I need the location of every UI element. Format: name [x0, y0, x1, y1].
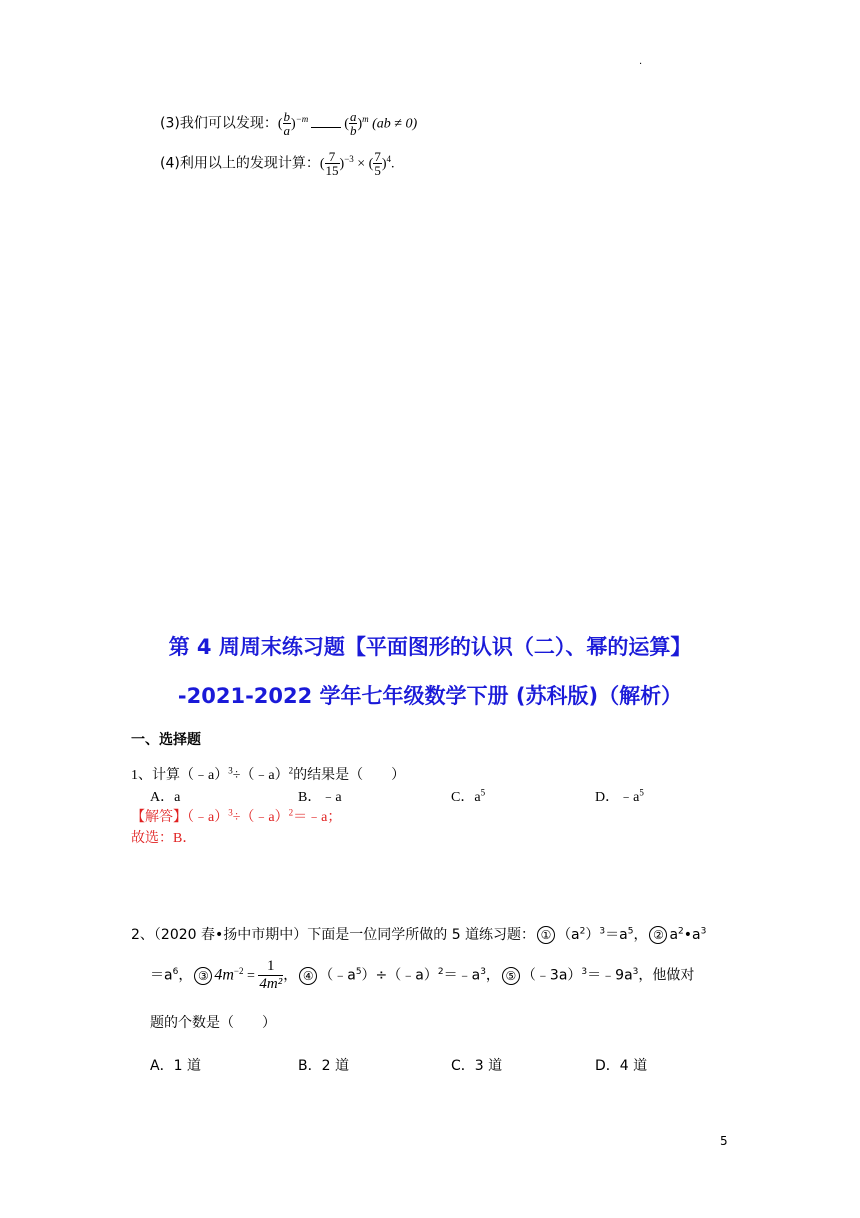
paren: (	[368, 156, 374, 172]
section-heading: 一、选择题	[131, 732, 201, 748]
p1-answer	[131, 806, 341, 826]
exponent: −2	[233, 965, 244, 976]
exponent: 3	[599, 926, 606, 937]
exponent: 5	[639, 787, 644, 798]
expr: 4m	[214, 966, 234, 984]
paren: (	[319, 156, 325, 172]
exponent: −m	[295, 113, 309, 124]
page-title-line-2: -2021-2022 学年七年级数学下册 (苏科版)（解析）	[177, 684, 683, 708]
p2-option-b[interactable]: B．2 道	[298, 1058, 349, 1074]
exponent: 5	[480, 787, 486, 798]
p2-option-a[interactable]: A．1 道	[150, 1058, 201, 1074]
exponent: 3	[581, 966, 588, 977]
p1-option-c[interactable]	[451, 786, 485, 806]
expr: •a	[683, 927, 701, 943]
expr: （﹣a	[319, 967, 356, 984]
option-text: C．a	[451, 790, 481, 805]
exponent: −3	[344, 153, 354, 164]
exponent: 4	[386, 153, 392, 164]
exponent: 2	[288, 765, 294, 776]
exponent: m	[362, 113, 369, 124]
p2-option-c[interactable]: C．3 道	[451, 1058, 503, 1074]
option-text: D．﹣a	[595, 790, 640, 805]
denominator: 5	[374, 163, 381, 178]
expr: ，	[178, 967, 193, 984]
expr: ，	[485, 967, 500, 984]
problem-2-line-1	[131, 924, 706, 944]
paren: (	[344, 116, 349, 132]
expr: ＝a	[150, 967, 173, 984]
problem-1-question	[131, 764, 405, 784]
fraction-7-over-5	[373, 150, 382, 177]
paren: )	[357, 116, 363, 132]
paren: )	[291, 116, 296, 132]
circled-number: ④	[299, 967, 317, 985]
p1-option-a[interactable]: A．a	[150, 790, 181, 805]
answer-text: ＝﹣a；	[293, 810, 342, 825]
fraction-b-over-a	[283, 110, 292, 137]
paren: )	[339, 156, 345, 172]
q2-text: 2、（2020 春•扬中市期中）下面是一位同学所做的 5 道练习题：	[131, 927, 536, 943]
numerator: b	[283, 109, 291, 124]
answer-text: 【解答】（﹣a）	[131, 810, 229, 825]
times-sign: ×	[353, 156, 369, 172]
expr: ＝﹣9a	[587, 967, 633, 984]
expr: ，他做对	[638, 967, 695, 984]
exponent: 3	[480, 966, 486, 977]
problem-2-line-2	[150, 958, 694, 993]
exponent: 2	[678, 926, 684, 937]
equals: =	[243, 968, 259, 984]
exponent: 2	[437, 966, 444, 977]
p1-choose: 故选：B．	[131, 831, 197, 846]
exponent: 3	[228, 807, 233, 818]
denominator: a	[283, 123, 291, 138]
expr: ）	[585, 927, 600, 943]
expr: ）÷（﹣a）	[361, 967, 438, 984]
p1-option-d[interactable]	[595, 786, 644, 806]
problem-2-line-3: 题的个数是（ ）	[150, 1015, 276, 1031]
circled-number: ②	[649, 926, 667, 944]
fraction-7-over-15	[325, 150, 340, 177]
q1-text: ÷（﹣a）	[232, 768, 289, 783]
exponent: 6	[172, 966, 179, 977]
answer-blank[interactable]	[311, 127, 341, 128]
exponent: 2	[579, 926, 586, 937]
exponent: 2	[288, 807, 294, 818]
exponent: 5	[355, 966, 362, 977]
circled-number: ③	[194, 967, 212, 985]
circled-number: ⑤	[502, 967, 520, 985]
numerator: 7	[374, 149, 381, 164]
exponent: 3	[700, 926, 707, 937]
expr: ＝a	[605, 927, 628, 943]
q1-text: 的结果是（ ）	[293, 768, 406, 783]
header-dot: .	[639, 56, 643, 67]
question-4	[160, 150, 395, 177]
question-3	[160, 110, 417, 137]
expr: （a	[557, 927, 580, 943]
exponent: 3	[228, 765, 233, 776]
numerator: 1	[258, 958, 283, 976]
paren: )	[381, 156, 387, 172]
page-number: 5	[720, 1134, 728, 1148]
expr: ，	[633, 927, 648, 943]
answer-text: ÷（﹣a）	[232, 810, 289, 825]
p2-option-d[interactable]: D．4 道	[595, 1058, 648, 1074]
exponent: 5	[627, 926, 634, 937]
paren: (	[277, 116, 283, 132]
numerator: 7	[325, 150, 340, 164]
p1-option-b[interactable]: B．﹣a	[298, 790, 342, 805]
period: .	[391, 156, 395, 172]
q4-label: (4)利用以上的发现计算：	[160, 155, 320, 172]
circled-number: ①	[537, 926, 555, 944]
expr: ，	[283, 967, 298, 984]
fraction-1-over-4m2	[258, 958, 283, 993]
page-title-line-1: 第 4 周周末练习题【平面图形的认识（二）、幂的运算】	[168, 635, 692, 659]
q3-label: (3)我们可以发现：	[160, 115, 278, 132]
q1-text: 1、计算（﹣a）	[131, 768, 229, 783]
exponent: 3	[632, 966, 639, 977]
expr: ＝﹣a	[443, 967, 481, 984]
expr: a	[669, 927, 679, 943]
numerator: a	[349, 109, 357, 124]
denominator: 4m²	[259, 976, 283, 992]
expr: （﹣3a）	[521, 967, 582, 984]
denominator: b	[349, 123, 357, 138]
denominator: 15	[325, 163, 339, 178]
condition: (ab ≠ 0)	[368, 116, 418, 132]
